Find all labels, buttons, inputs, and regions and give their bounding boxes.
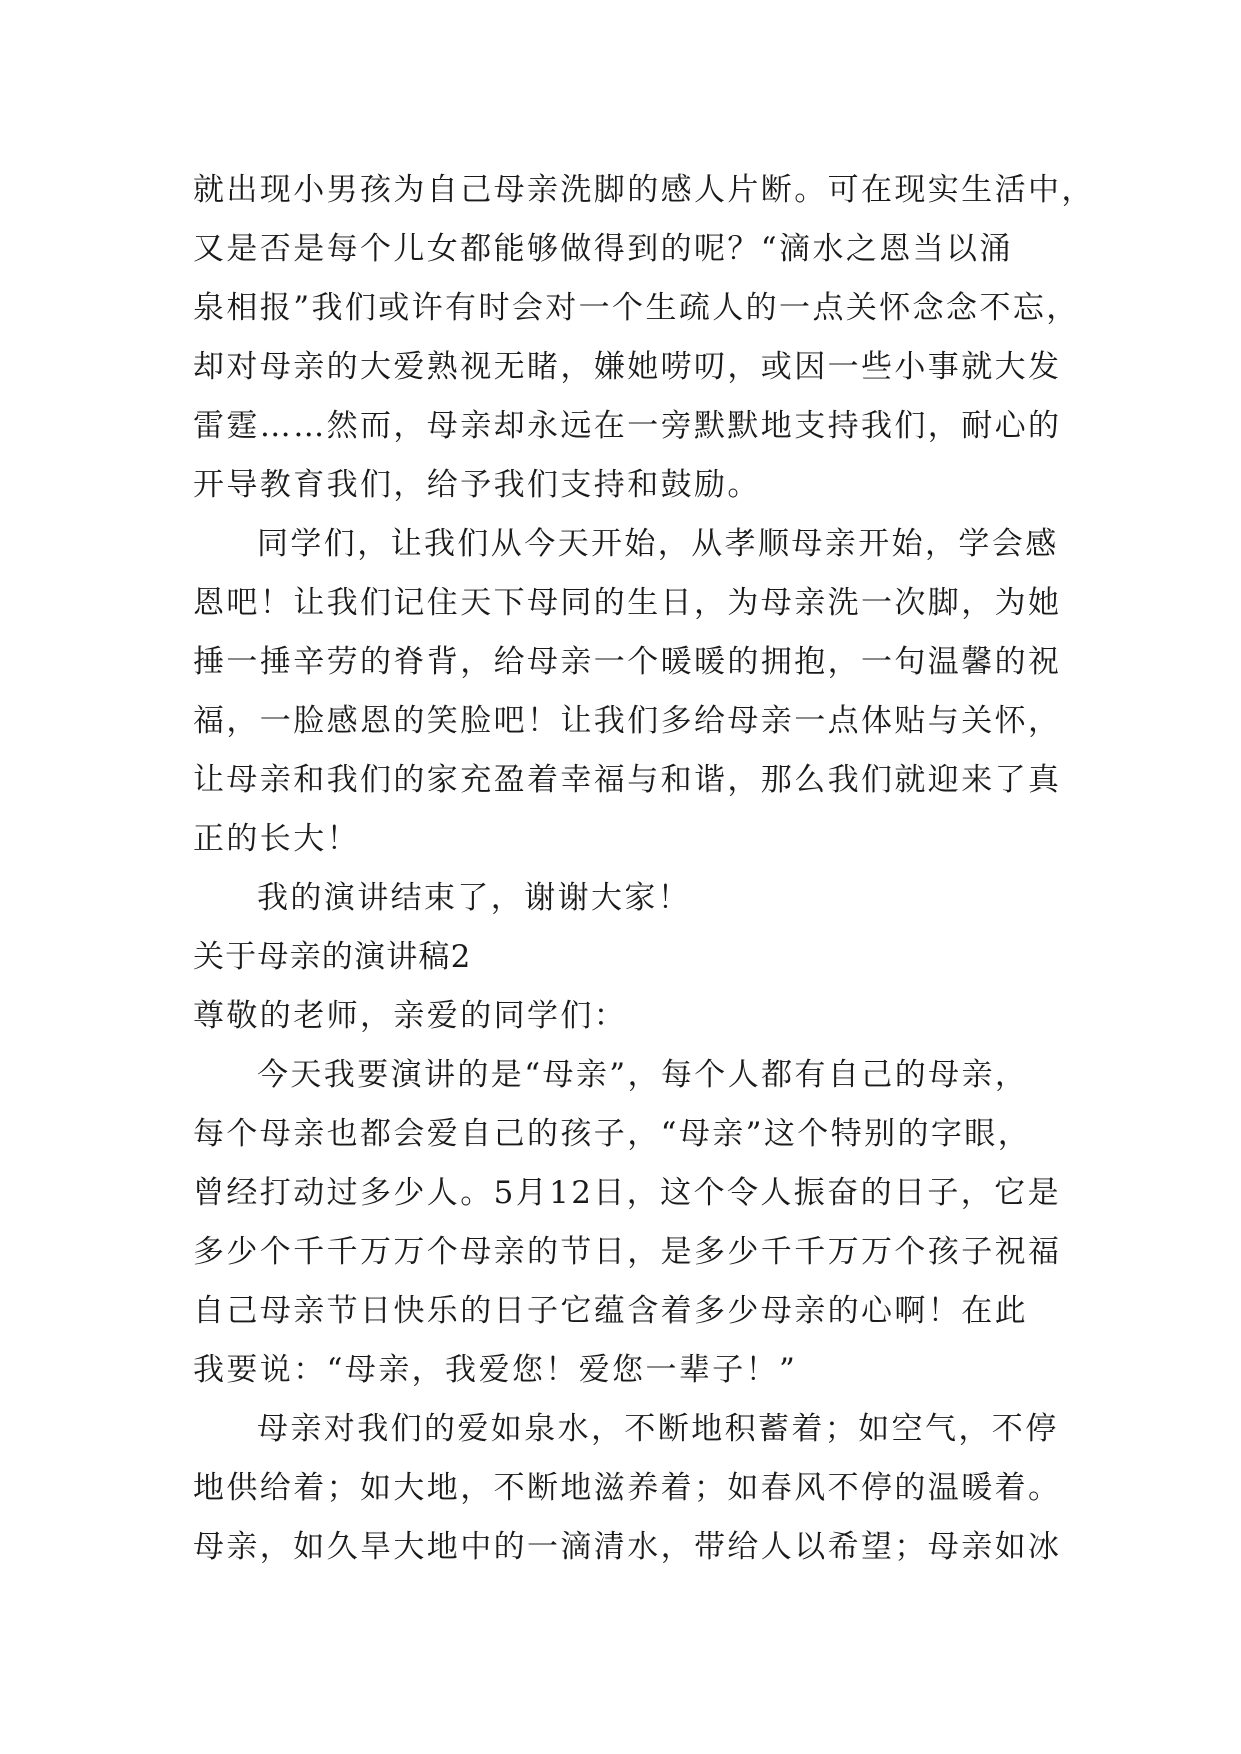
salutation: 尊敬的老师，亲爱的同学们： [193, 998, 628, 1034]
text-line: 让母亲和我们的家充盈着幸福与和谐，那么我们就迎来了真 [193, 762, 1062, 798]
paragraph-start-line: 同学们，让我们从今天开始，从孝顺母亲开始，学会感 [257, 526, 1059, 562]
text-line: 雷霆……然而，母亲却永远在一旁默默地支持我们，耐心的 [193, 408, 1062, 444]
text-line: 却对母亲的大爱熟视无睹，嫌她唠叨，或因一些小事就大发 [193, 349, 1062, 385]
paragraph-start-line: 今天我要演讲的是“母亲”，每个人都有自己的母亲， [257, 1057, 1029, 1093]
text-line: 又是否是每个儿女都能够做得到的呢？“滴水之恩当以涌 [193, 231, 1013, 267]
text-line: 福，一脸感恩的笑脸吧！让我们多给母亲一点体贴与关怀， [193, 703, 1062, 739]
text-line: 就出现小男孩为自己母亲洗脚的感人片断。可在现实生活中， [193, 172, 1095, 208]
text-line: 捶一捶辛劳的脊背，给母亲一个暖暖的拥抱，一句温馨的祝 [193, 644, 1062, 680]
text-line: 我要说：“母亲，我爱您！爱您一辈子！” [193, 1352, 798, 1388]
section-title: 关于母亲的演讲稿2 [193, 939, 472, 975]
text-line: 母亲，如久旱大地中的一滴清水，带给人以希望；母亲如冰 [193, 1529, 1062, 1565]
text-line: 泉相报”我们或许有时会对一个生疏人的一点关怀念念不忘， [193, 290, 1080, 326]
text-line: 正的长大！ [193, 821, 360, 857]
closing-line: 我的演讲结束了，谢谢大家！ [257, 880, 692, 916]
text-line: 曾经打动过多少人。5月12日，这个令人振奋的日子，它是 [193, 1175, 1061, 1211]
text-line: 多少个千千万万个母亲的节日，是多少千千万万个孩子祝福 [193, 1234, 1062, 1270]
text-line: 开导教育我们，给予我们支持和鼓励。 [193, 467, 761, 503]
paragraph-start-line: 母亲对我们的爱如泉水，不断地积蓄着；如空气，不停 [257, 1411, 1059, 1447]
text-line: 自己母亲节日快乐的日子它蕴含着多少母亲的心啊！在此 [193, 1293, 1028, 1329]
text-line: 每个母亲也都会爱自己的孩子，“母亲”这个特别的字眼， [193, 1116, 1032, 1152]
text-line: 恩吧！让我们记住天下母同的生日，为母亲洗一次脚，为她 [193, 585, 1062, 621]
text-line: 地供给着；如大地，不断地滋养着；如春风不停的温暖着。 [193, 1470, 1062, 1506]
